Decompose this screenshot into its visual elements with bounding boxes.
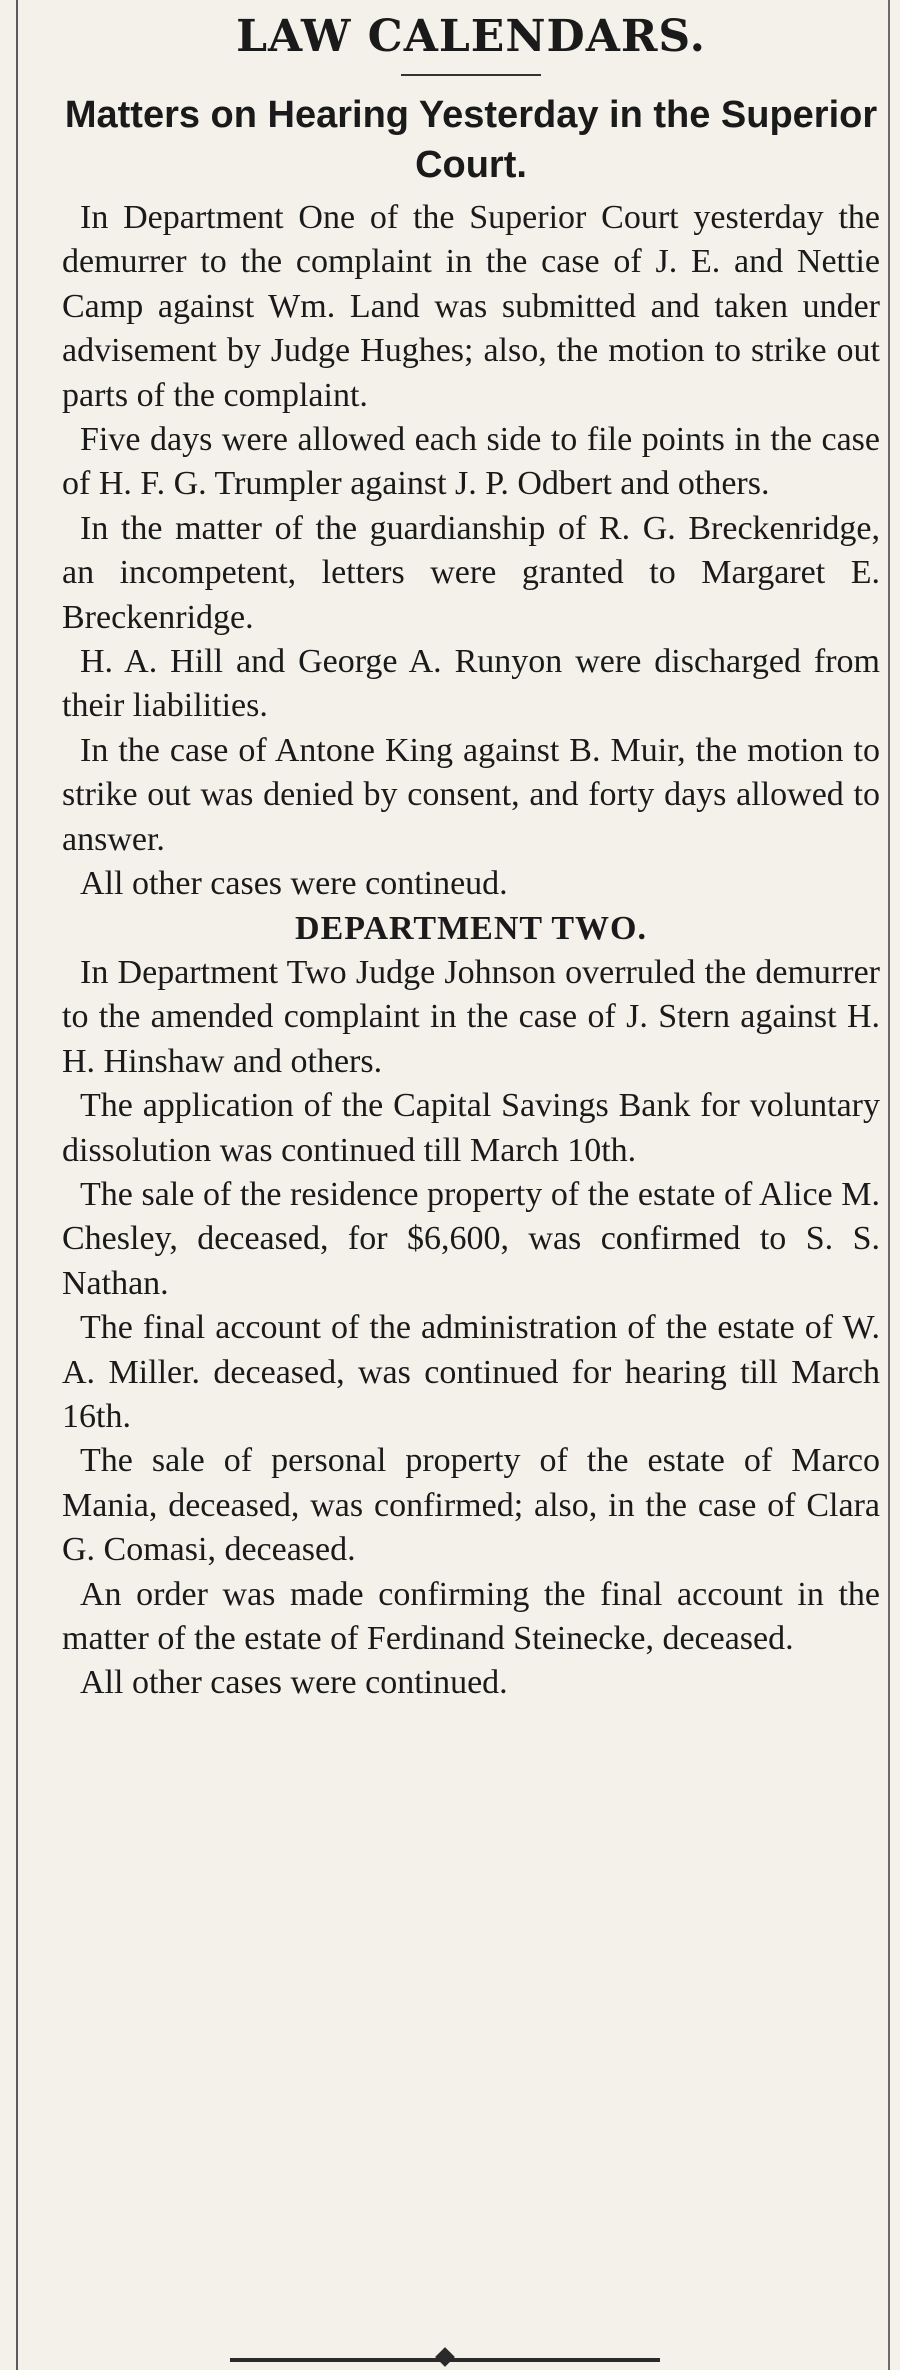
paragraph: In Department One of the Superior Court yesterday the demurrer to the complaint in the case of J. E. and Nettie Camp against Wm. Land was submitted and taken under advisement by Judge Hughes; also, the motion to strike out parts of the complaint.	[62, 199, 880, 414]
paragraph: The sale of personal property of the estate of Marco Mania, deceased, was confirmed; also, in the case of Clara G. Comasi, deceased.	[62, 1442, 880, 1569]
paragraph: An order was made confirming the final account in the matter of the estate of Ferdinand Steinecke, deceased.	[62, 1575, 880, 1657]
paragraph: The sale of the residence property of the estate of Alice M. Chesley, deceased, for $6,600, was confirmed to S. S. Nathan.	[62, 1175, 880, 1302]
headline: LAW CALENDARS.	[236, 11, 706, 62]
paragraph: The final account of the administration of the estate of W. A. Miller. deceased, was continued for hearing till March 16th.	[62, 1309, 880, 1435]
paragraph: Five days were allowed each side to file points in the case of H. F. G. Trumpler against J. P. Odbert and others.	[62, 421, 880, 503]
department-two-heading: DEPARTMENT TWO.	[295, 909, 647, 947]
article-column	[62, 0, 880, 1706]
paragraph: All other cases were continued.	[80, 1664, 508, 1702]
paragraph: H. A. Hill and George A. Runyon were discharged from their liabilities.	[62, 643, 880, 725]
headline-divider	[401, 74, 541, 76]
paragraph: In the matter of the guardianship of R. G. Breckenridge, an incompetent, letters were granted to Margaret E. Breckenridge.	[62, 509, 880, 636]
diamond-ornament-icon	[435, 2347, 455, 2367]
paragraph: In Department Two Judge Johnson overruled the demurrer to the amended complaint in the case of J. Stern against H. H. Hinshaw and others.	[62, 953, 880, 1080]
paragraph: The application of the Capital Savings Bank for voluntary dissolution was continued till March 10th.	[62, 1087, 880, 1169]
department-two-section	[62, 951, 880, 1706]
subheadline: Matters on Hearing Yesterday in the Superior Court.	[64, 94, 878, 186]
department-one-section	[62, 196, 880, 907]
paragraph: All other cases were contineud.	[80, 865, 508, 903]
paragraph: In the case of Antone King against B. Muir, the motion to strike out was denied by consent, and forty days allowed to answer.	[62, 731, 880, 858]
right-column-rule	[888, 0, 890, 2370]
left-column-rule	[16, 0, 18, 2370]
